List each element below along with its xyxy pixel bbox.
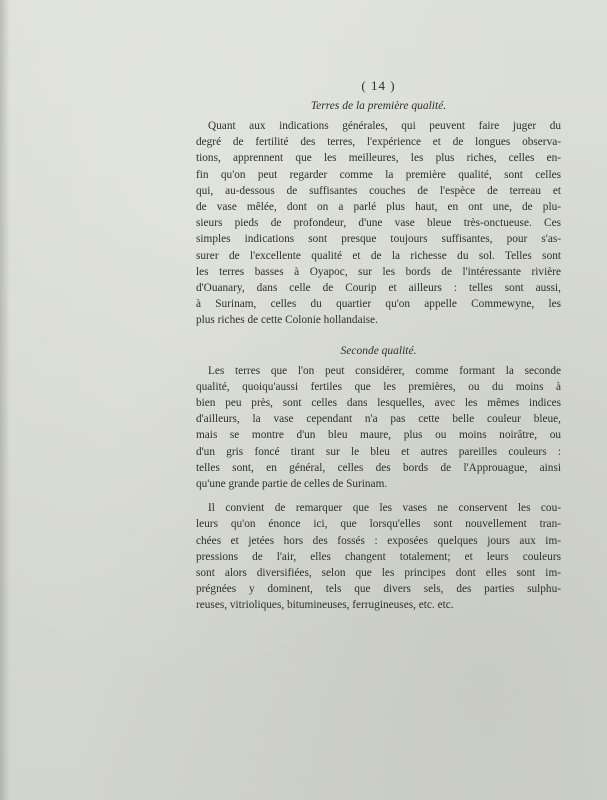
text-block <box>196 78 561 614</box>
paragraph-second-quality <box>196 363 561 493</box>
text-line: qualité, quoiqu'aussi fertiles que les premières, ou du moins à <box>196 380 561 393</box>
text-line: à Surinam, celles du quartier qu'on appelle Commewyne, les <box>196 298 561 311</box>
text-line: sieurs pieds de profondeur, d'une vase bleue très-onctueuse. Ces <box>196 217 561 230</box>
text-line: surer de l'excellente qualité et de la richesse du sol. Telles sont <box>196 249 561 262</box>
text-line: tions, apprennent que les meilleures, les plus riches, celles en- <box>196 152 561 165</box>
text-line: de vase mêlée, dont on a parlé plus haut, en ont une, de plu- <box>196 201 561 214</box>
text-line: d'un gris foncé tirant sur le bleu et autres pareilles couleurs : <box>196 445 561 458</box>
text-line: plus riches de cette Colonie hollandaise. <box>196 314 378 327</box>
text-line: fin qu'on peut regarder comme la première qualité, sont celles <box>196 168 561 181</box>
page-edge-shadow <box>0 0 10 800</box>
text-line: les terres basses à Oyapoc, sur les bords de l'intéressante rivière <box>196 265 561 278</box>
section-heading-first-quality: Terres de la première qualité. <box>310 100 447 112</box>
text-line: sont alors diversifiées, selon que les principes dont elles sont im- <box>196 567 561 580</box>
text-line: simples indications sont presque toujours suffisantes, pour s'as- <box>196 233 561 246</box>
text-line: pressions de l'air, elles changent totalement; et leurs couleurs <box>196 550 561 563</box>
section-heading-second-quality: Seconde qualité. <box>340 344 417 357</box>
text-line: mais se montre d'un bleu maure, plus ou moins noirâtre, ou <box>196 429 561 442</box>
text-line: d'Ouanary, dans celle de Courip et ailleurs : telles sont aussi, <box>196 282 561 295</box>
paragraph-first-quality <box>196 118 561 329</box>
text-line: bien peu près, sont celles dans lesquelles, avec les mêmes indices <box>196 397 561 410</box>
text-line: degré de fertilité des terres, l'expérience et de longues observa- <box>196 136 561 149</box>
text-line: prégnées y dominent, tels que divers sels, des parties sulphu- <box>196 583 561 596</box>
text-line: telles sont, en général, celles des bords de l'Approuague, ainsi <box>196 461 561 474</box>
text-line: reuses, vitrioliques, bitumineuses, ferrugineuses, etc. etc. <box>196 599 454 612</box>
text-line: qu'une grande partie de celles de Surinam. <box>196 478 388 491</box>
text-line: Quant aux indications générales, qui peuvent faire juger du <box>208 120 561 132</box>
paragraph-remark-on-vases <box>196 500 561 613</box>
text-line: Il convient de remarquer que les vases ne conservent les cou- <box>208 502 561 515</box>
text-line: leurs qu'on énonce ici, que lorsqu'elles sont nouvellement tran- <box>196 518 561 531</box>
text-line: qui, au-dessous de suffisantes couches de l'espèce de terreau et <box>196 184 561 197</box>
text-line: d'ailleurs, la vase cependant n'a pas cette belle couleur bleue, <box>196 413 561 426</box>
text-line: Les terres que l'on peut considérer, comme formant la seconde <box>208 364 561 377</box>
page-number: ( 14 ) <box>361 78 396 93</box>
text-line: chées et jetées hors des fossés : exposées quelques jours aux im- <box>196 534 561 547</box>
